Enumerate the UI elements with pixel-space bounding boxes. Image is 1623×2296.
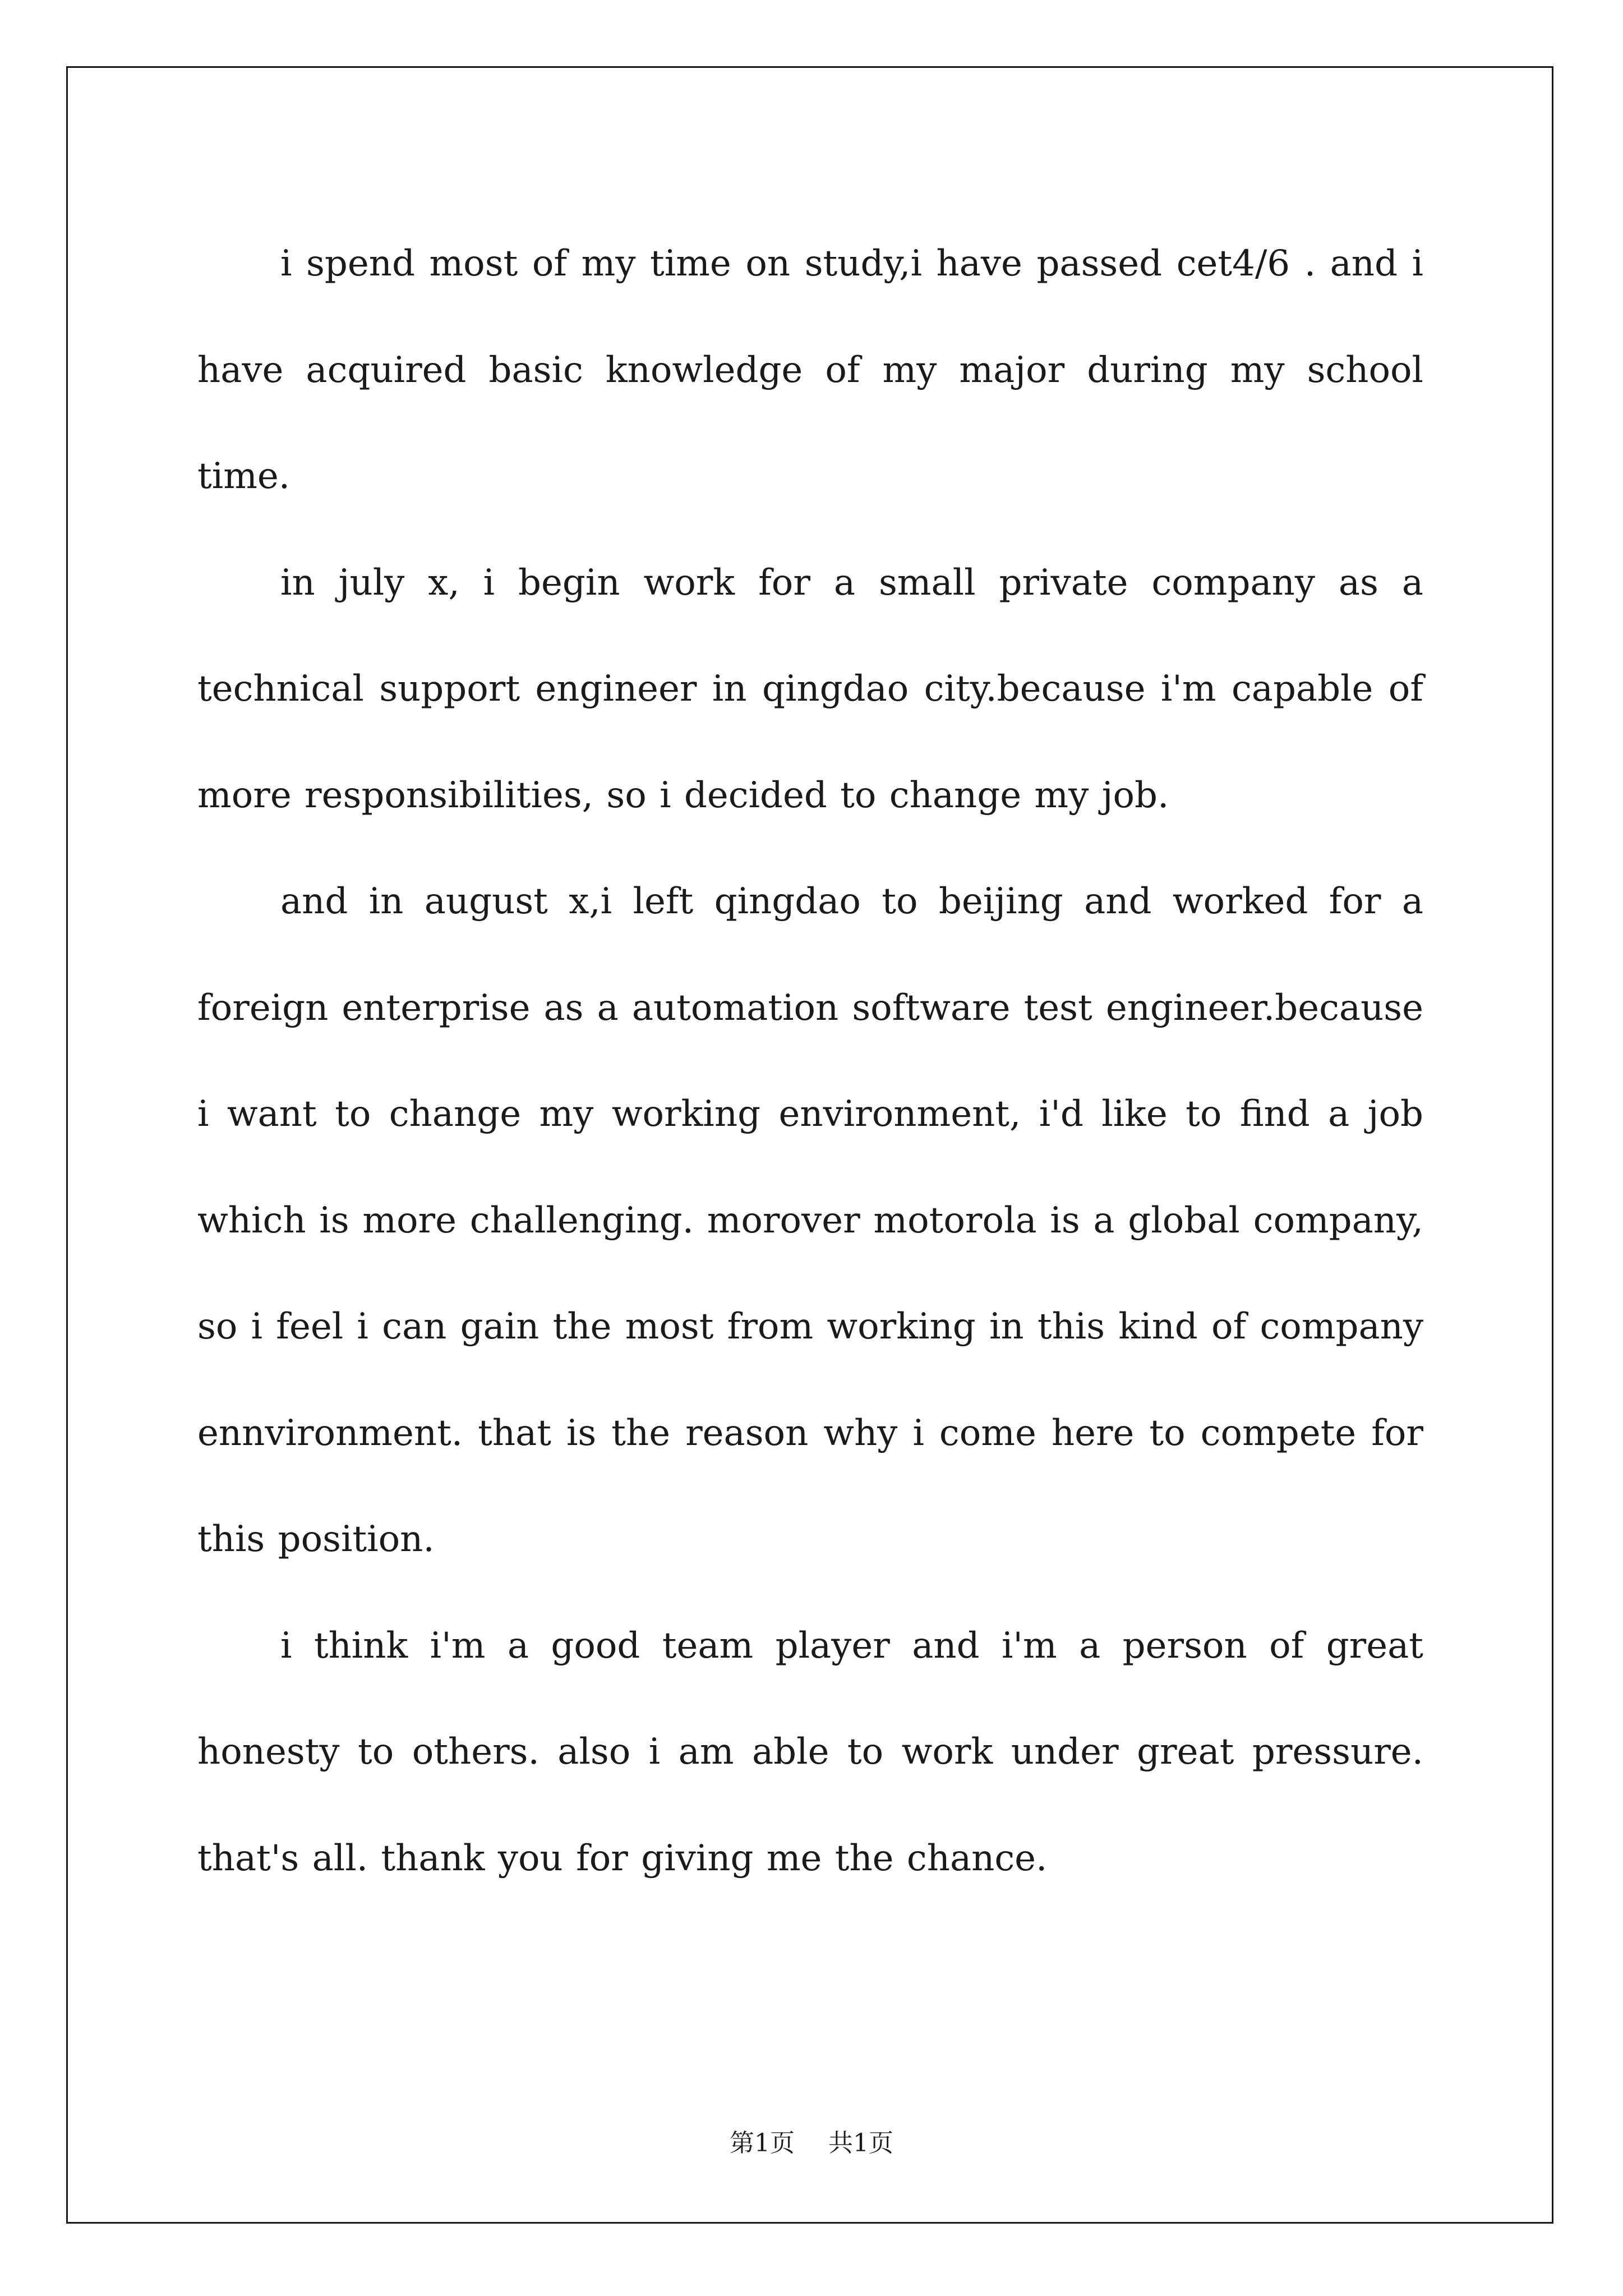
page-number-total: 共1页: [828, 2129, 893, 2157]
paragraph-3: and in august x,i left qingdao to beijing and worked for a foreign enterprise as a automation software test engineer.because i want to change my working environment, i'd like to find a job which is more challenging. morover motorola is a global company, so i feel i can gain the most from working in this kind of company ennvironment. that is the reason why i come here to compete for this position.: [197, 881, 1423, 1560]
page-number-current: 第1页: [730, 2129, 795, 2157]
paragraph-1: i spend most of my time on study,i have passed cet4/6 . and i have acquired basic knowledge of my major during my school time.: [197, 243, 1423, 497]
paragraph-2: in july x, i begin work for a small private company as a technical support engineer in qingdao city.because i'm capable of more responsibilities, so i decided to change my job.: [197, 562, 1423, 816]
paragraph-4: i think i'm a good team player and i'm a person of great honesty to others. also i am able to work under great pressure. that's all. thank you for giving me the chance.: [197, 1625, 1423, 1879]
page-footer: [0, 2123, 1623, 2159]
document-body: [197, 211, 1423, 1912]
